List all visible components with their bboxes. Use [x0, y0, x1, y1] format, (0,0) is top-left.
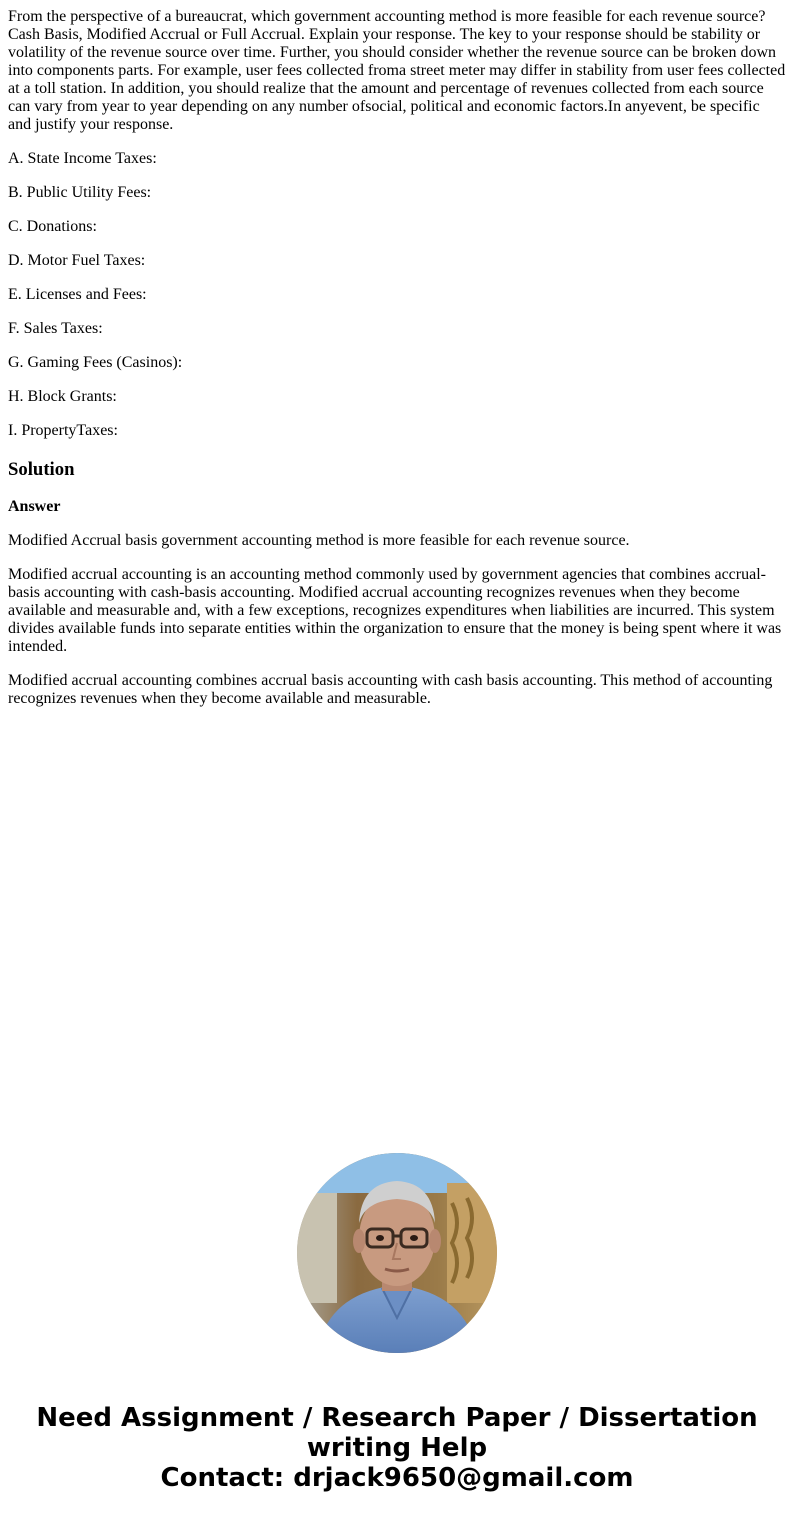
question-item-f: F. Sales Taxes:: [8, 320, 103, 337]
question-item-h: H. Block Grants:: [8, 388, 117, 405]
author-portrait-image: [297, 1153, 497, 1353]
document-body: [8, 8, 786, 724]
answer-paragraph-3: Modified accrual accounting combines accrual basis accounting with cash basis accounting. This method of accounting recognizes revenues when they become available and measurable.: [8, 672, 773, 707]
promo-contact: Contact: drjack9650@gmail.com: [160, 1463, 634, 1493]
solution-heading: Solution: [8, 459, 75, 480]
question-item-a: A. State Income Taxes:: [8, 150, 157, 167]
answer-label: Answer: [8, 498, 61, 515]
question-intro: From the perspective of a bureaucrat, which government accounting method is more feasible for each revenue source? Cash Basis, Modified Accrual or Full Accrual. Explain your response. The key to your response should be stability or volatility of the revenue source over time. Further, you should consider whether the revenue source can be broken down into components parts. For example, user fees collected froma street meter may differ in stability from user fees collected at a toll station. In addition, you should realize that the amount and percentage of revenues collected from each source can vary from year to year depending on any number ofsocial, political and economic factors.In anyevent, be specific and justify your response.: [8, 8, 786, 133]
question-item-c: C. Donations:: [8, 218, 97, 235]
promo-line-1: Need Assignment / Research Paper / Dissertation: [36, 1403, 758, 1433]
promo-banner: [0, 1403, 794, 1493]
answer-paragraph-2: Modified accrual accounting is an accounting method commonly used by government agencies that combines accrual-basis accounting with cash-basis accounting. Modified accrual accounting recognizes revenues when they become available and measurable and, with a few exceptions, recognizes expenditures when liabilities are incurred. This system divides available funds into separate entities within the organization to ensure that the money is being spent where it was intended.: [8, 566, 782, 655]
question-item-e: E. Licenses and Fees:: [8, 286, 147, 303]
promo-line-2: writing Help: [306, 1433, 488, 1463]
author-avatar: [297, 1153, 497, 1353]
question-item-i: I. PropertyTaxes:: [8, 422, 118, 439]
answer-paragraph-1: Modified Accrual basis government accounting method is more feasible for each revenue source.: [8, 532, 630, 549]
question-item-g: G. Gaming Fees (Casinos):: [8, 354, 183, 371]
question-item-d: D. Motor Fuel Taxes:: [8, 252, 146, 269]
question-item-b: B. Public Utility Fees:: [8, 184, 152, 201]
